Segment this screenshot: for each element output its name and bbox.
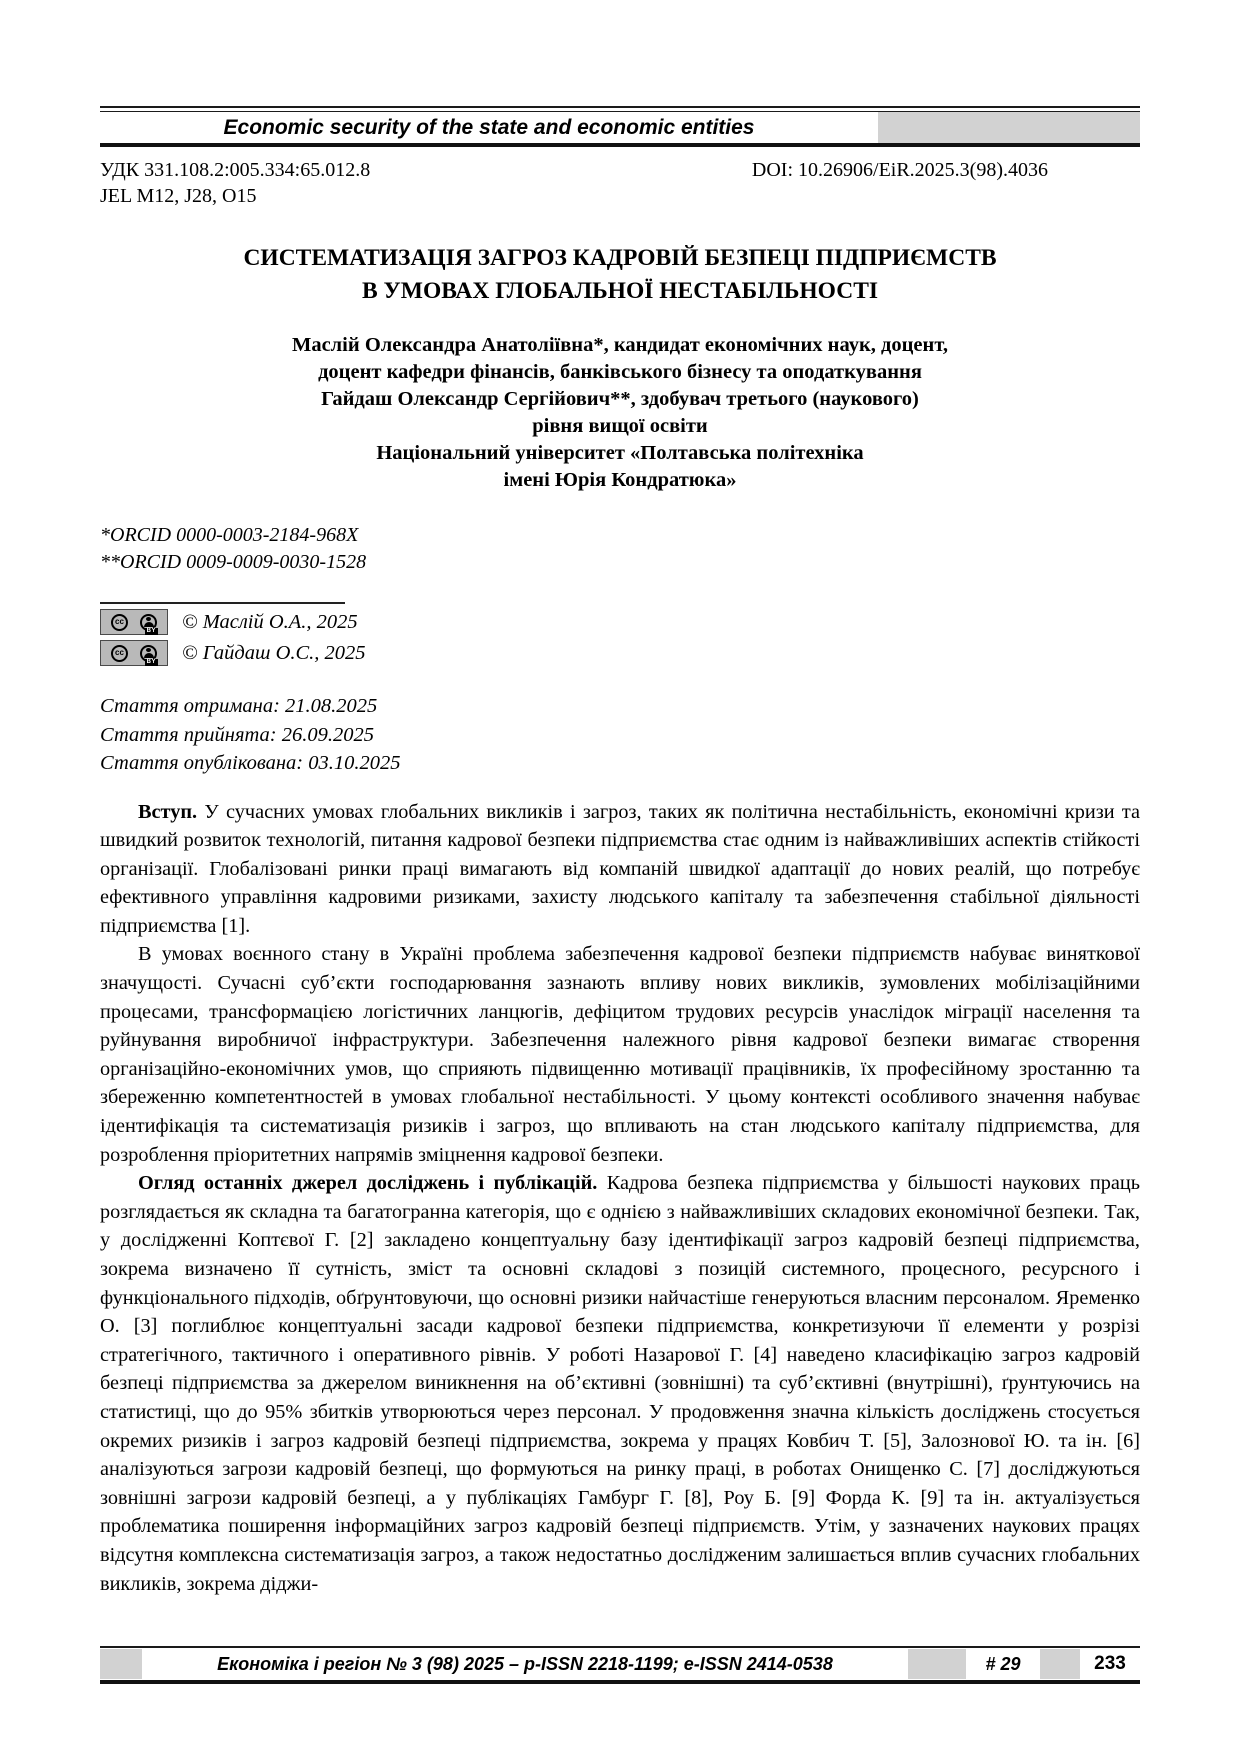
running-header — [100, 106, 1140, 147]
article-title — [100, 242, 1140, 308]
paragraph-text: В умовах воєнного стану в Україні проблема забезпечення кадрової безпеки підприємств набуває виняткової значущості. Сучасні суб’єкти господарювання зазнають впливу нових викликів, зумовлених мобілізаційними процесами, трансформацією логістичних ланцюгів, дефіцитом трудових ресурсів унаслідок міграції населення та руйнування виробничої інфраструктури. Забезпечення належного рівня кадрової безпеки вимагає створення організаційно-економічних умов, що сприяють підвищенню мотивації працівників, їх професійному зростанню та збереженню компетентностей в умовах глобальної нестабільності. У цьому контексті особливого значення набуває ідентифікація та систематизація ризиків і загроз, що впливають на стан людського капіталу підприємства, для розроблення пріоритетних напрямів зміцнення кадрової безпеки. — [100, 943, 1140, 1166]
journal-title: Економіка і регіон № 3 (98) 2025 – p-ISSN 2218-1199; e-ISSN 2414-0538 — [217, 1653, 833, 1674]
orcid-author2: **ORCID 0009-0009-0030-1528 — [100, 551, 367, 573]
affiliation-line: імені Юрія Кондратюка» — [503, 469, 737, 491]
author-line: Маслій Олександра Анатоліївна*, кандидат економічних наук, доцент, — [291, 334, 948, 356]
paragraph — [100, 940, 1140, 1169]
jel-codes: JEL M12, J28, O15 — [100, 185, 257, 207]
running-header-band — [100, 112, 1140, 143]
article-body — [100, 798, 1140, 1599]
paragraph-text: Кадрова безпека підприємства у більшості наукових праць розглядається як складна та багатогранна категорія, що є однією з найважливіших складових економічної безпеки. Так, у дослідженні Коптєвої Г. [2] закладено концептуальну базу ідентифікації загроз кадровій безпеці підприємства, зокрема визначено її сутність, зміст та основні складові з позицій системного, процесного, ресурсного і функціонального підходів, обґрунтовуючи, що основні ризики найчастіше генеруються власним персоналом. Яременко О. [3] поглиблює концептуальні засади кадрової безпеки підприємства, конкретизуючи її елементи у розрізі стратегічного, тактичного і оперативного рівнів. У роботі Назарової Г. [4] наведено класифікацію загроз кадровій безпеці підприємства за джерелом виникнення на об’єктивні (зовнішні) та суб’єктивні (внутрішні), ґрунтуючись на статистиці, що до 95% збитків утворюються через персонал. У продовження значна кількість досліджень стосується окремих ризиків і загроз кадровій безпеці підприємства, зокрема у працях Ковбич Т. [5], Залознової Ю. та ін. [6] аналізуються загрози кадровій безпеці, що формуються на ринку праці, в роботах Онищенко С. [7] досліджуються зовнішні загрози кадровій безпеці, а у публікаціях Гамбург Г. [8], Роу Б. [9] Форда К. [9] та ін. актуалізується проблематика поширення інформаційних загроз кадровій безпеці підприємств. Утім, у зазначених наукових працях відсутня комплексна систематизація загроз, а також недостатньо дослідженим залишається вплив сучасних глобальних викликів, зокрема діджи- — [100, 1172, 1140, 1595]
footer-bottom-rule — [100, 1680, 1140, 1684]
date-accepted: Стаття прийнята: 26.09.2025 — [100, 723, 374, 746]
paragraph-introduction — [100, 798, 1140, 941]
article-title-line1: СИСТЕМАТИЗАЦІЯ ЗАГРОЗ КАДРОВІЙ БЕЗПЕЦІ ПІДПРИЄМСТВ — [243, 245, 997, 271]
cc-icon: cc — [111, 645, 128, 662]
date-received: Стаття отримана: 21.08.2025 — [100, 695, 378, 717]
introduction-heading: Вступ. — [138, 800, 198, 823]
header-top-rule — [100, 106, 1140, 108]
paragraph-text: У сучасних умовах глобальних викликів і загроз, таких як політична нестабільність, економічні кризи та швидкий розвиток технологій, питання кадрової безпеки підприємства стає одним із найважливіших аспектів стійкості організації. Глобалізовані ринки праці вимагають від компаній швидкої адаптації до нових реалій, що потребує ефективного управління кадровими ризиками, захисту людського капіталу та забезпечення стабільної діяльності підприємства [1]. — [100, 800, 1140, 937]
license-row — [100, 609, 1140, 635]
article-dates — [100, 692, 1140, 778]
header-gray-block — [878, 112, 1140, 143]
footer-top-rule — [100, 1646, 1140, 1648]
footer-gray-block — [100, 1649, 142, 1679]
by-label: BY — [146, 628, 156, 634]
license-block — [100, 609, 1140, 666]
license-divider — [100, 602, 345, 604]
by-label: BY — [146, 659, 156, 665]
author-line: Гайдаш Олександр Сергійович**, здобувач третього (наукового) — [321, 388, 919, 410]
orcid-author1: *ORCID 0000-0003-2184-968X — [100, 524, 359, 546]
page-footer — [100, 1646, 1140, 1684]
paragraph-literature-review — [100, 1169, 1140, 1598]
cc-by-badge — [100, 609, 168, 635]
footer-band — [100, 1649, 1140, 1679]
footer-gray-block — [1040, 1649, 1080, 1679]
cc-icon: cc — [111, 614, 128, 631]
cc-by-badge — [100, 640, 168, 666]
page-number: 233 — [1094, 1653, 1126, 1674]
author-line: доцент кафедри фінансів, банківського бізнесу та оподаткування — [318, 361, 922, 383]
footer-gray-block — [908, 1649, 966, 1679]
copyright-author1: © Маслій О.А., 2025 — [182, 610, 358, 633]
affiliation-line: Національний університет «Полтавська політехніка — [376, 442, 864, 464]
doi: DOI: 10.26906/EiR.2025.3(98).4036 — [751, 159, 1048, 181]
header-bottom-rule — [100, 143, 1140, 147]
author-line: рівня вищої освіти — [532, 415, 708, 437]
running-title: Economic security of the state and economic entities — [223, 115, 755, 139]
orcid-block — [100, 522, 1140, 576]
license-row — [100, 640, 1140, 666]
udc-code: УДК 331.108.2:005.334:65.012.8 — [100, 159, 371, 181]
issue-mark: # 29 — [985, 1653, 1021, 1674]
copyright-author2: © Гайдаш О.С., 2025 — [182, 641, 366, 664]
literature-review-heading: Огляд останніх джерел досліджень і публікацій. — [138, 1172, 598, 1195]
article-title-line2: В УМОВАХ ГЛОБАЛЬНОЇ НЕСТАБІЛЬНОСТІ — [361, 278, 879, 304]
article-meta — [100, 159, 1140, 208]
date-published: Стаття опублікована: 03.10.2025 — [100, 752, 401, 774]
page-content — [0, 106, 1240, 1598]
authors-block — [100, 332, 1140, 494]
